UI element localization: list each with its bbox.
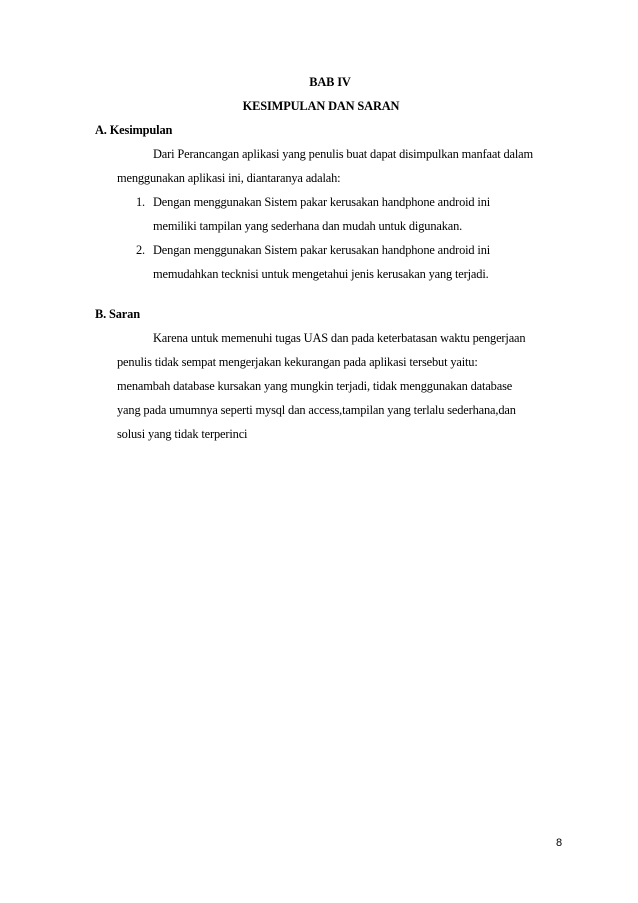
section-a-intro-line1: Dari Perancangan aplikasi yang penulis buat dapat disimpulkan manfaat dalam <box>153 147 533 161</box>
list-item-text: memiliki tampilan yang sederhana dan mudah untuk digunakan. <box>153 219 463 233</box>
section-b-line: yang pada umumnya seperti mysql dan access,tampilan yang terlalu sederhana,dan <box>117 403 516 417</box>
section-b-line: Karena untuk memenuhi tugas UAS dan pada keterbatasan waktu pengerjaan <box>153 331 526 345</box>
list-item-marker: 1. <box>136 195 145 209</box>
chapter-title: KESIMPULAN DAN SARAN <box>242 99 400 113</box>
list-item-marker: 2. <box>136 243 145 257</box>
section-b-heading: B. Saran <box>95 307 140 321</box>
section-b-line: menambah database kursakan yang mungkin terjadi, tidak menggunakan database <box>117 379 513 393</box>
list-item-text: memudahkan tecknisi untuk mengetahui jenis kerusakan yang terjadi. <box>153 267 489 281</box>
section-b-line: solusi yang tidak terperinci <box>117 427 248 441</box>
section-a-intro-line2: menggunakan aplikasi ini, diantaranya adalah: <box>117 171 341 185</box>
section-a-heading: A. Kesimpulan <box>95 123 173 137</box>
list-item-text: Dengan menggunakan Sistem pakar kerusakan handphone android ini <box>153 243 491 257</box>
chapter-number: BAB IV <box>309 75 351 89</box>
list-item-text: Dengan menggunakan Sistem pakar kerusakan handphone android ini <box>153 195 491 209</box>
page-number: 8 <box>556 837 563 849</box>
section-b-line: penulis tidak sempat mengerjakan kekurangan pada aplikasi tersebut yaitu: <box>117 355 478 369</box>
